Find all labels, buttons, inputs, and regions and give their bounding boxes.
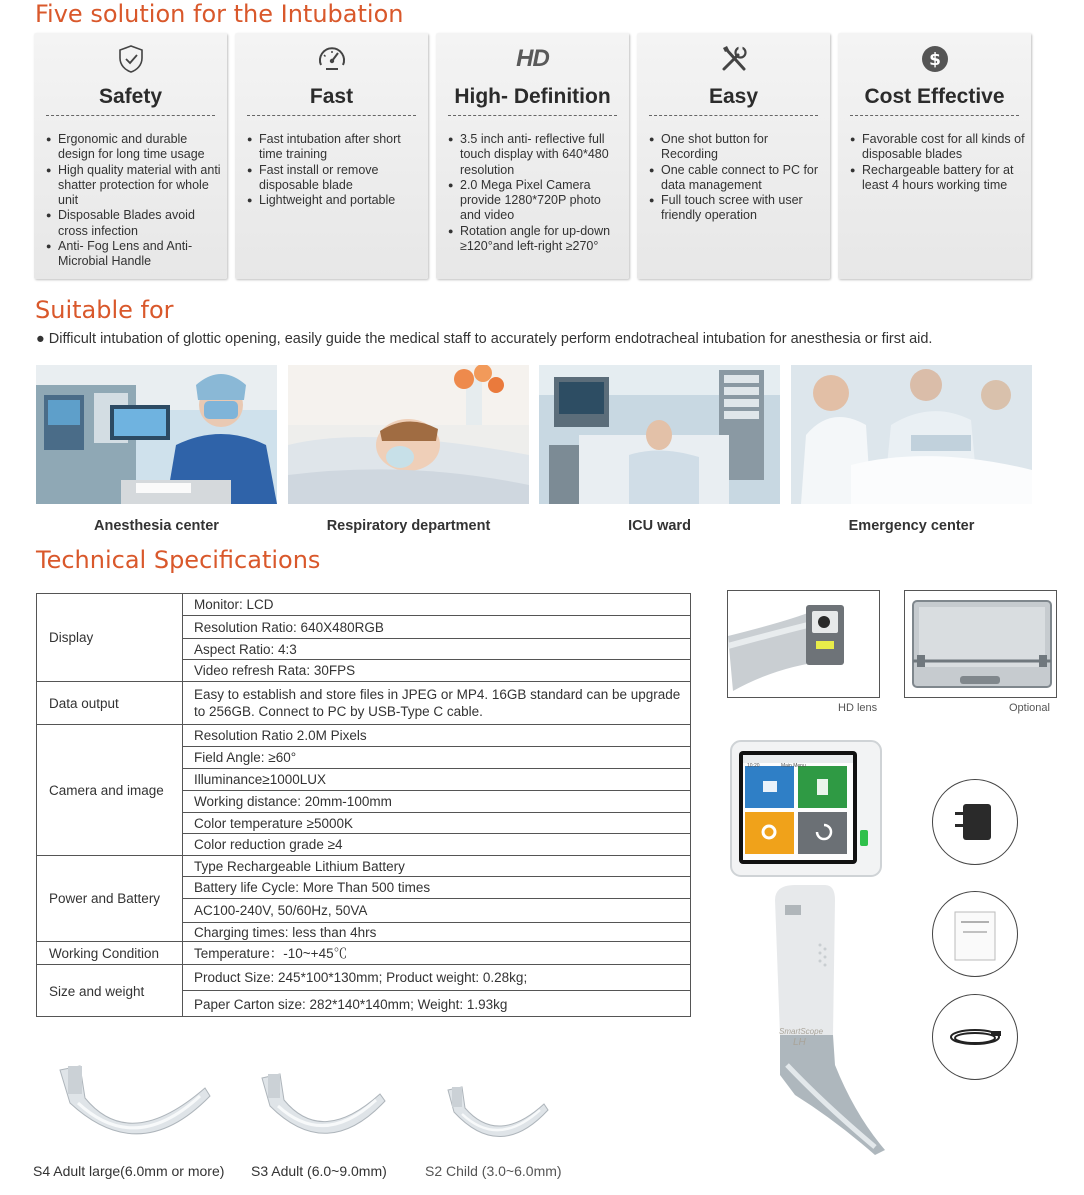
usb-cable-image	[932, 994, 1018, 1080]
list-item: ● Favorable cost for all kinds of disposable blades	[848, 132, 1025, 163]
photo-icu-ward	[539, 365, 780, 504]
divider	[649, 115, 818, 116]
place-label: Emergency center	[848, 518, 975, 534]
spec-value: Working distance: 20mm-100mm	[183, 791, 690, 813]
list-item: ● 3.5 inch anti- reflective full touch display with 640*480 resolution	[446, 132, 623, 178]
feature-card-hd	[436, 33, 629, 279]
photo-emergency-center	[791, 365, 1032, 504]
spec-category: Power and Battery	[37, 856, 183, 942]
list-item: ● 2.0 Mega Pixel Camera provide 1280*720P photo and video	[446, 178, 623, 224]
hd-lens-caption: HD lens	[838, 702, 878, 714]
speedometer-icon	[316, 43, 348, 75]
list-item: ● Fast intubation after short time training	[245, 132, 422, 163]
spec-value: Resolution Ratio: 640X480RGB	[183, 616, 690, 639]
list-item: ● One shot button for Recording	[647, 132, 824, 163]
feature-bullets	[647, 132, 824, 224]
spec-value: Product Size: 245*100*130mm; Product weight: 0.28kg;	[183, 965, 690, 991]
svg-text:$: $	[928, 50, 941, 70]
feature-cards	[34, 33, 1034, 281]
spec-value: Paper Carton size: 282*140*140mm; Weight: 1.93kg	[194, 996, 508, 1012]
list-item: ● Fast install or remove disposable blade	[245, 163, 422, 194]
spec-value: Color reduction grade ≥4	[183, 834, 690, 856]
spec-value: Easy to establish and store files in JPEG or MP4. 16GB standard can be upgrade to 256GB. Connect to PC by USB-Type C cable.	[183, 682, 690, 725]
spec-value: Charging times: less than 4hrs	[183, 923, 690, 942]
blade-s3-image	[252, 1068, 392, 1158]
tools-icon	[718, 43, 750, 75]
place-label: Respiratory department	[326, 518, 491, 534]
blade-label: S2 Child (3.0~6.0mm)	[425, 1163, 562, 1179]
spec-value: Monitor: LCD	[183, 594, 690, 616]
blade-label: S4 Adult large(6.0mm or more)	[33, 1163, 225, 1179]
blade-label: S3 Adult (6.0~9.0mm)	[251, 1163, 387, 1179]
feature-title: Safety	[98, 85, 163, 108]
suitable-description: ● Difficult intubation of glottic opening, easily guide the medical staff to accurately perform endotracheal intubation for anesthesia or first aid.	[36, 331, 933, 347]
spec-value: Video refresh Rata: 30FPS	[183, 660, 690, 682]
spec-table	[36, 593, 691, 1017]
manual-image	[932, 891, 1018, 977]
list-item: ● Rotation angle for up-down ≥120°and left-right ≥270°	[446, 224, 623, 255]
divider	[850, 115, 1019, 116]
list-item: ● Lightweight and portable	[245, 193, 422, 208]
spec-value: Type Rechargeable Lithium Battery	[183, 856, 690, 877]
features-heading: Five solution for the Intubation	[35, 0, 404, 28]
screen-menu-title: Main Menu	[781, 763, 806, 769]
feature-bullets	[245, 132, 422, 208]
divider	[247, 115, 416, 116]
feature-title: High- Definition	[454, 85, 611, 108]
divider	[448, 115, 617, 116]
spec-value: Color temperature ≥5000K	[183, 813, 690, 834]
photo-anesthesia-center	[36, 365, 277, 504]
photo-respiratory-department	[288, 365, 529, 504]
place-label: Anesthesia center	[94, 518, 219, 534]
list-item: ● One cable connect to PC for data management	[647, 163, 824, 194]
spec-value: Aspect Ratio: 4:3	[183, 639, 690, 660]
feature-bullets	[848, 132, 1025, 193]
list-item: ● Rechargeable battery for at least 4 hours working time	[848, 163, 1025, 194]
suitable-heading: Suitable for	[35, 296, 174, 324]
spec-value: Battery life Cycle: More Than 500 times	[183, 877, 690, 899]
spec-value: Resolution Ratio 2.0M Pixels	[183, 725, 690, 747]
spec-value: Field Angle: ≥60°	[183, 747, 690, 769]
hd-lens-image	[727, 590, 880, 698]
dollar-coin-icon	[919, 43, 951, 75]
feature-card-cost	[838, 33, 1031, 279]
spec-value: Temperature：-10~+45℃	[183, 942, 690, 965]
list-item: ● Anti- Fog Lens and Anti-Microbial Handle	[44, 239, 221, 270]
list-item: ● Ergonomic and durable design for long time usage	[44, 132, 221, 163]
hd-icon: HD	[516, 45, 549, 72]
spec-category: Display	[37, 594, 183, 682]
feature-title: Fast	[309, 85, 354, 108]
spec-category: Camera and image	[37, 725, 183, 856]
feature-bullets	[44, 132, 221, 270]
carry-case-image	[904, 590, 1057, 698]
feature-card-easy	[637, 33, 830, 279]
divider	[46, 115, 215, 116]
video-laryngoscope-image	[725, 735, 885, 1155]
spec-category: Working Condition	[37, 942, 183, 965]
spec-category: Size and weight	[37, 965, 183, 1017]
blade-s4-image	[40, 1058, 220, 1158]
blade-s2-image	[440, 1082, 555, 1158]
list-item: ● Full touch scree with user friendly operation	[647, 193, 824, 224]
feature-title: Easy	[708, 85, 759, 108]
place-label: ICU ward	[628, 518, 691, 534]
spec-value: Illuminance≥1000LUX	[183, 769, 690, 791]
shield-check-icon	[115, 43, 147, 75]
feature-card-fast	[235, 33, 428, 279]
feature-title: Cost Effective	[864, 85, 1005, 108]
spec-category: Data output	[37, 682, 183, 725]
model-text: LH	[793, 1037, 806, 1048]
brand-text: SmartScope	[779, 1027, 824, 1036]
optional-caption: Optional	[1009, 702, 1050, 714]
specs-heading: Technical Specifications	[36, 546, 321, 574]
power-adapter-image	[932, 779, 1018, 865]
list-item: ● Disposable Blades avoid cross infection	[44, 208, 221, 239]
feature-bullets	[446, 132, 623, 254]
list-item: ● High quality material with anti shatter protection for whole unit	[44, 163, 221, 209]
feature-card-safety	[34, 33, 227, 279]
screen-time: 10:20	[747, 763, 760, 769]
spec-value: AC100-240V, 50/60Hz, 50VA	[183, 899, 690, 923]
